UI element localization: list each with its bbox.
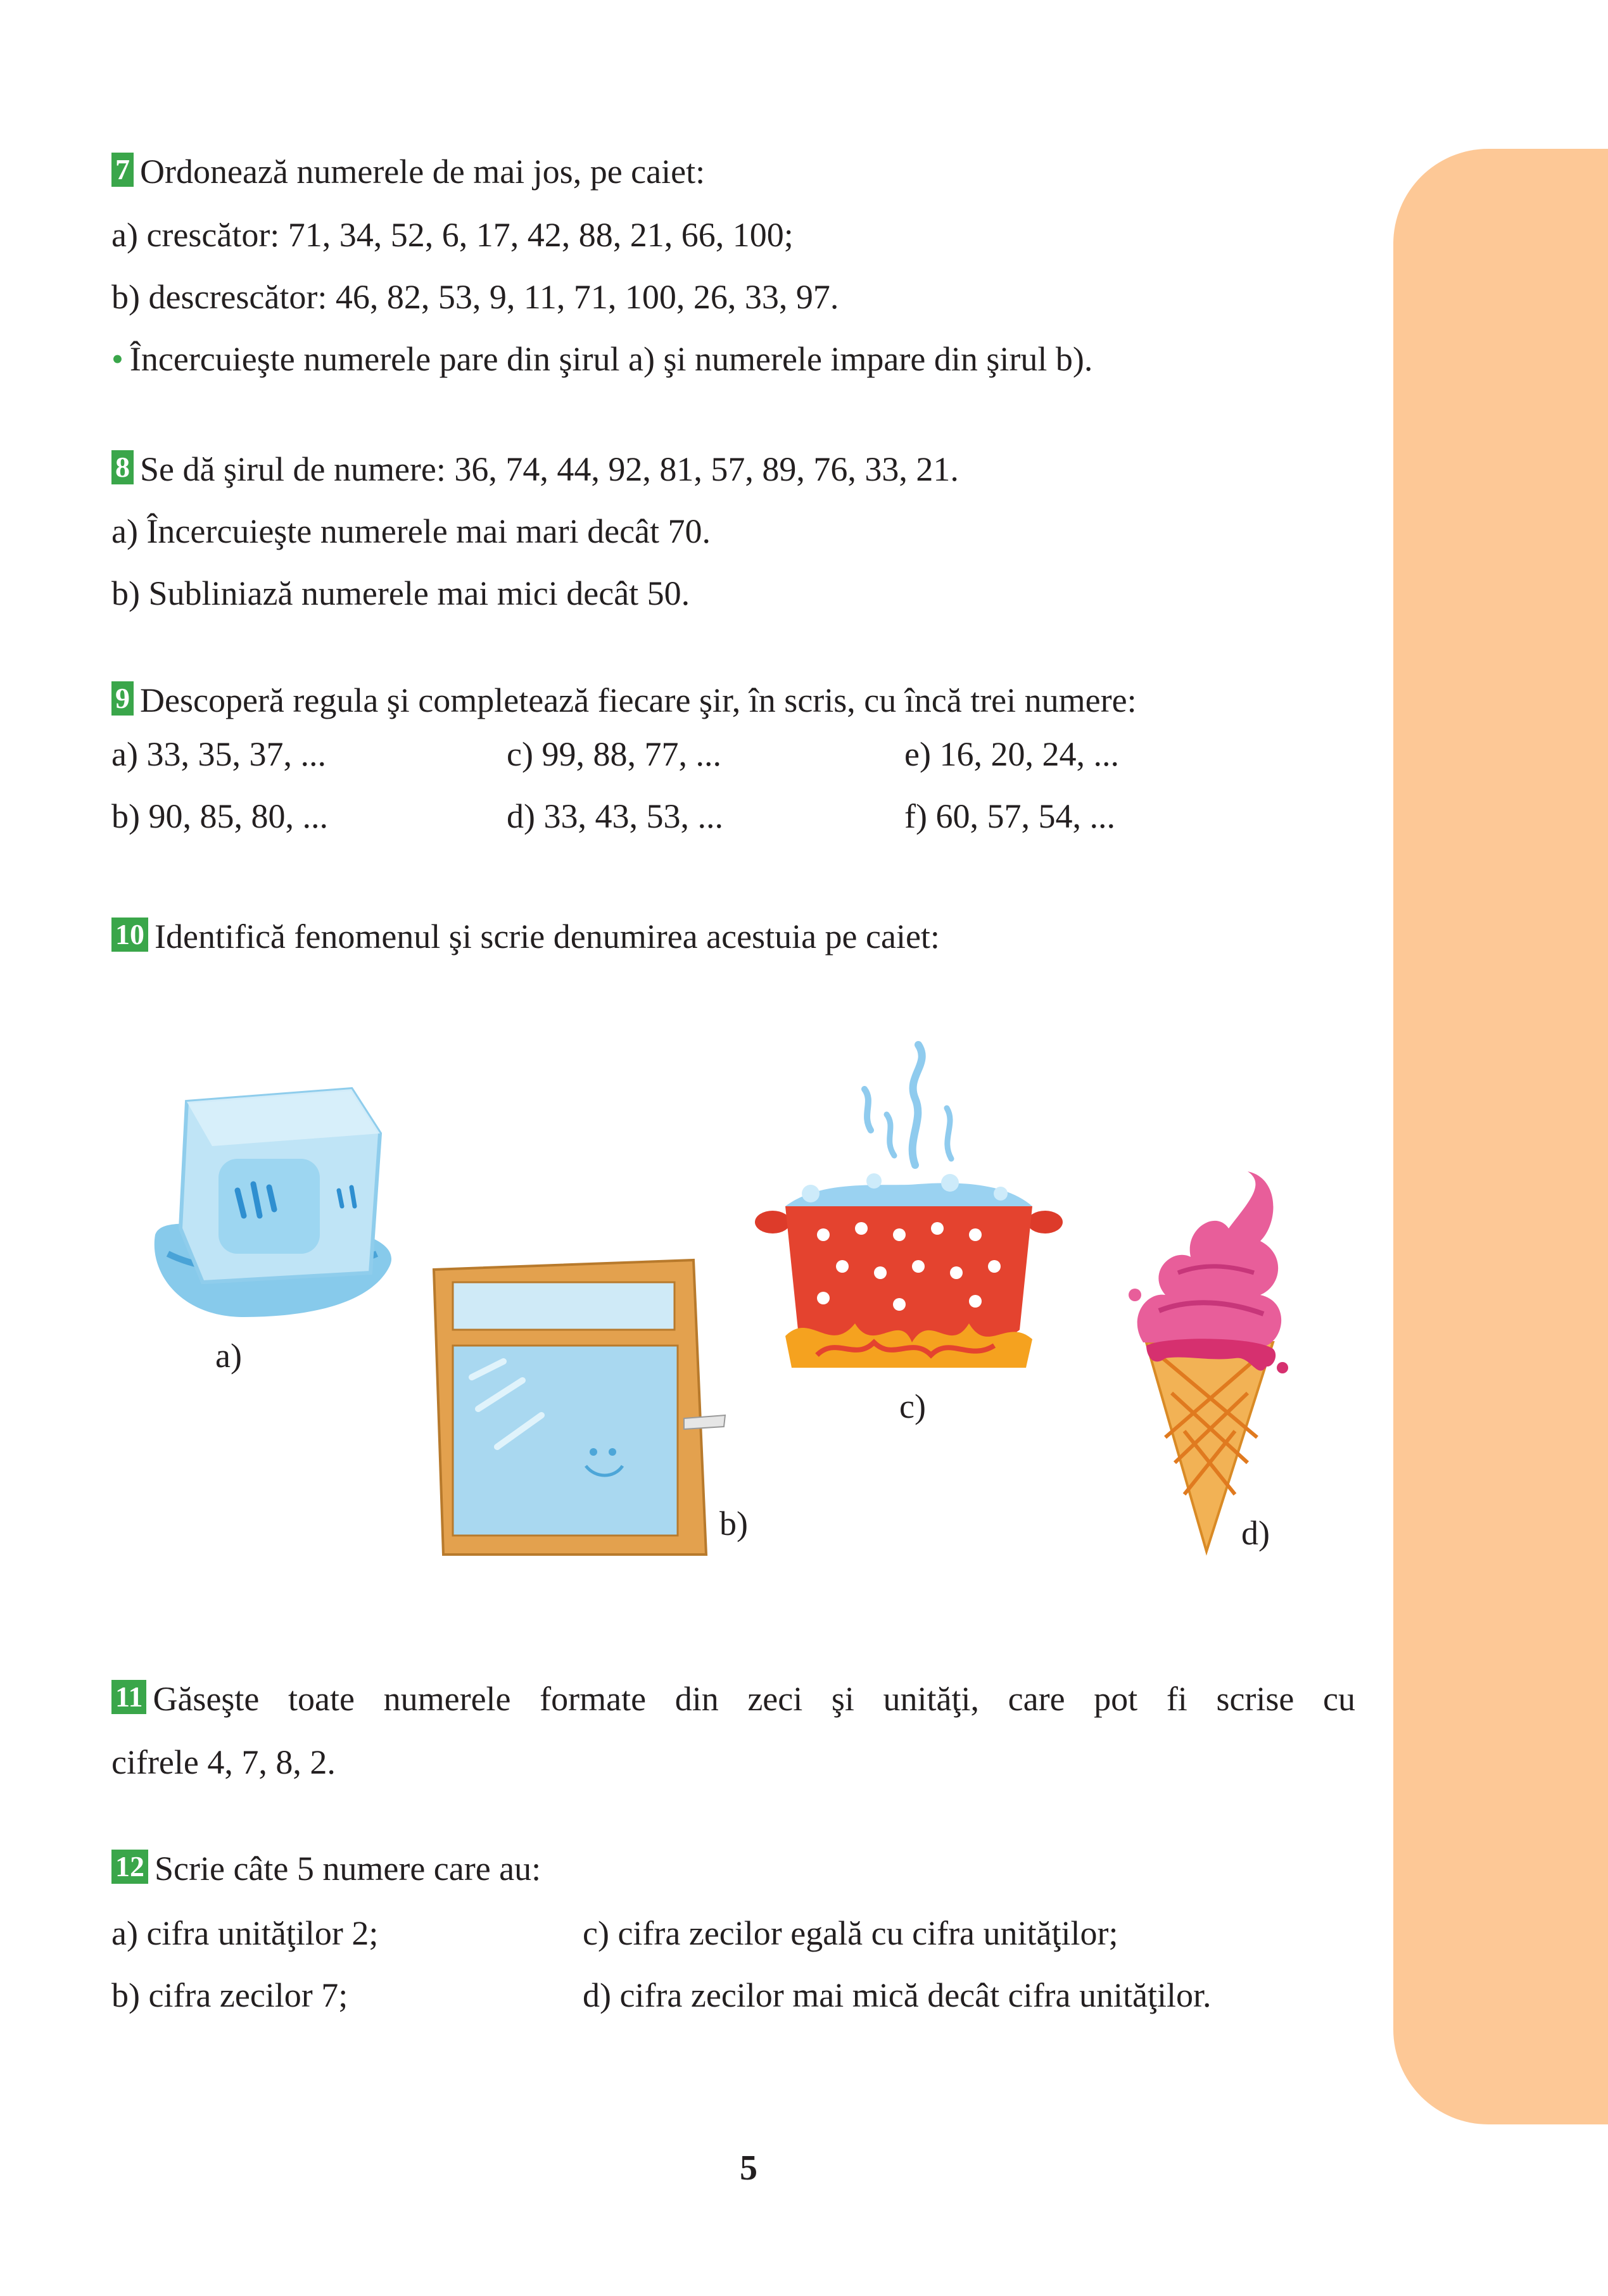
exercise-8-title: 8 Se dă şirul de numere: 36, 74, 44, 92, 81, 57, 89, 76, 33, 21. bbox=[111, 450, 959, 489]
page-number: 5 bbox=[740, 2148, 757, 2188]
exercise-7-title: 7 Ordonează numerele de mai jos, pe caiet: bbox=[111, 152, 705, 191]
label-c: c) bbox=[899, 1387, 926, 1425]
exercise-9-c: c) 99, 88, 77, ... bbox=[507, 735, 721, 773]
exercise-8-a: a) Încercuieşte numerele mai mari decât 70. bbox=[111, 512, 711, 550]
exercise-number: 9 bbox=[111, 681, 134, 716]
exercise-number: 7 bbox=[111, 153, 134, 187]
label-b: b) bbox=[719, 1504, 748, 1542]
exercise-11-line1: 11 Găseşte toate numerele formate din zeci şi unităţi, care pot fi scrise cu bbox=[111, 1679, 1355, 1719]
exercise-9-title: 9 Descoperă regula şi completează fiecare şir, în scris, cu încă trei numere: bbox=[111, 681, 1137, 720]
exercise-number: 10 bbox=[111, 918, 148, 952]
exercise-7-b: b) descrescător: 46, 82, 53, 9, 11, 71, 100, 26, 33, 97. bbox=[111, 278, 839, 316]
label-d: d) bbox=[1241, 1514, 1270, 1552]
window-illustration bbox=[427, 1257, 744, 1561]
exercise-12-d: d) cifra zecilor mai mică decât cifra unităţilor. bbox=[583, 1976, 1212, 2014]
exercise-9-f: f) 60, 57, 54, ... bbox=[904, 797, 1115, 835]
exercise-9-b: b) 90, 85, 80, ... bbox=[111, 797, 328, 835]
side-tab bbox=[1393, 149, 1608, 2124]
boiling-pot-illustration bbox=[747, 1038, 1064, 1380]
exercise-9-d: d) 33, 43, 53, ... bbox=[507, 797, 723, 835]
exercise-12-b: b) cifra zecilor 7; bbox=[111, 1976, 348, 2014]
exercise-7-a: a) crescător: 71, 34, 52, 6, 17, 42, 88, 21, 66, 100; bbox=[111, 216, 794, 254]
exercise-number: 11 bbox=[111, 1680, 146, 1714]
ice-cube-illustration bbox=[142, 1064, 408, 1336]
exercise-11-line2: cifrele 4, 7, 8, 2. bbox=[111, 1743, 336, 1781]
exercise-10-title: 10 Identifică fenomenul şi scrie denumirea acestuia pe caiet: bbox=[111, 917, 940, 956]
exercise-7-bullet: • Încercuieşte numerele pare din şirul a) şi numerele impare din şirul b). bbox=[111, 340, 1093, 378]
exercise-12-c: c) cifra zecilor egală cu cifra unităţilor; bbox=[583, 1914, 1118, 1952]
exercise-number: 12 bbox=[111, 1850, 148, 1884]
exercise-12-a: a) cifra unităţilor 2; bbox=[111, 1914, 379, 1952]
ice-cream-illustration bbox=[1121, 1165, 1298, 1558]
exercise-number: 8 bbox=[111, 450, 134, 484]
label-a: a) bbox=[215, 1337, 242, 1375]
exercise-12-title: 12 Scrie câte 5 numere care au: bbox=[111, 1849, 541, 1888]
exercise-8-b: b) Subliniază numerele mai mici decât 50. bbox=[111, 574, 690, 612]
exercise-9-a: a) 33, 35, 37, ... bbox=[111, 735, 326, 773]
bullet-icon: • bbox=[111, 340, 123, 378]
exercise-9-e: e) 16, 20, 24, ... bbox=[904, 735, 1119, 773]
